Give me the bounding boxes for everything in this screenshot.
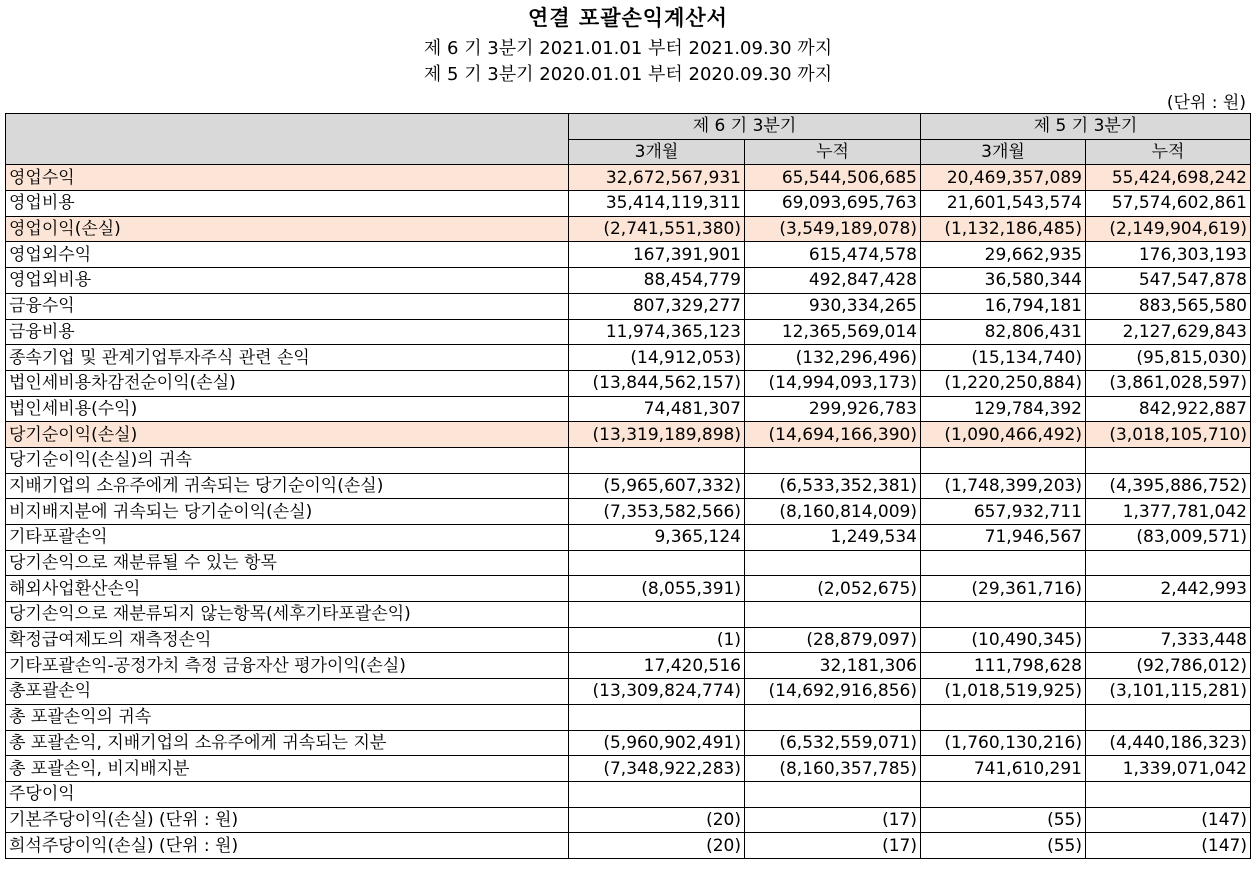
row-value: (3,101,115,281) (1086, 679, 1251, 705)
row-label: 금융수익 (6, 293, 569, 319)
row-value: (13,844,562,157) (569, 370, 745, 396)
row-label: 당기순이익(손실)의 귀속 (6, 447, 569, 473)
table-row (6, 191, 1251, 217)
row-value: 11,974,365,123 (569, 319, 745, 345)
row-label: 비지배지분에 귀속되는 당기순이익(손실) (6, 499, 569, 525)
row-value: (8,160,814,009) (745, 499, 921, 525)
table-row (6, 242, 1251, 268)
row-value: (5,960,902,491) (569, 730, 745, 756)
row-value (569, 704, 745, 730)
row-label: 당기손익으로 재분류될 수 있는 항목 (6, 550, 569, 576)
row-value: (55) (921, 833, 1086, 859)
row-value: (8,055,391) (569, 576, 745, 602)
row-value: 615,474,578 (745, 242, 921, 268)
row-value (745, 781, 921, 807)
row-value: (28,879,097) (745, 627, 921, 653)
table-row (6, 756, 1251, 782)
row-value: (14,912,053) (569, 345, 745, 371)
row-value: 129,784,392 (921, 396, 1086, 422)
row-value (921, 447, 1086, 473)
row-label: 영업비용 (6, 191, 569, 217)
row-label: 기본주당이익(손실) (단위 : 원) (6, 807, 569, 833)
header-col-prior-3m: 3개월 (921, 139, 1086, 165)
row-label: 기타포괄손익 (6, 525, 569, 551)
table-row (6, 833, 1251, 859)
row-value: 65,544,506,685 (745, 165, 921, 191)
row-value: 32,181,306 (745, 653, 921, 679)
row-label: 주당이익 (6, 781, 569, 807)
row-value: (14,694,166,390) (745, 422, 921, 448)
row-value (569, 602, 745, 628)
period-prior: 제 5 기 3분기 2020.01.01 부터 2020.09.30 까지 (423, 64, 833, 85)
row-value (1086, 447, 1251, 473)
table-row (6, 704, 1251, 730)
row-value: (15,134,740) (921, 345, 1086, 371)
row-value: (83,009,571) (1086, 525, 1251, 551)
row-value: (10,490,345) (921, 627, 1086, 653)
row-label: 종속기업 및 관계기업투자주식 관련 손익 (6, 345, 569, 371)
row-value: 35,414,119,311 (569, 191, 745, 217)
row-value: (8,160,357,785) (745, 756, 921, 782)
header-col-current-cumulative: 누적 (745, 139, 921, 165)
header-col-prior-cumulative: 누적 (1086, 139, 1251, 165)
row-value: (1) (569, 627, 745, 653)
row-value: (92,786,012) (1086, 653, 1251, 679)
row-value (921, 550, 1086, 576)
row-value (745, 447, 921, 473)
row-value: 111,798,628 (921, 653, 1086, 679)
table-row (6, 781, 1251, 807)
row-value: (17) (745, 807, 921, 833)
row-label: 희석주당이익(손실) (단위 : 원) (6, 833, 569, 859)
row-label: 당기손익으로 재분류되지 않는항목(세후기타포괄손익) (6, 602, 569, 628)
row-value: 2,127,629,843 (1086, 319, 1251, 345)
unit-label: (단위 : 원) (1166, 93, 1246, 113)
row-value (1086, 550, 1251, 576)
row-value (569, 550, 745, 576)
row-label: 기타포괄손익-공정가치 측정 금융자산 평가이익(손실) (6, 653, 569, 679)
row-value: 1,339,071,042 (1086, 756, 1251, 782)
row-value: (132,296,496) (745, 345, 921, 371)
row-value: 32,672,567,931 (569, 165, 745, 191)
row-value: 21,601,543,574 (921, 191, 1086, 217)
row-value: 930,334,265 (745, 293, 921, 319)
row-value: (1,760,130,216) (921, 730, 1086, 756)
row-label: 영업외수익 (6, 242, 569, 268)
row-value: (17) (745, 833, 921, 859)
header-group-prior: 제 5 기 3분기 (921, 114, 1251, 140)
row-value (745, 550, 921, 576)
statement-title: 연결 포괄손익계산서 (528, 6, 728, 30)
table-row (6, 396, 1251, 422)
row-value: (1,090,466,492) (921, 422, 1086, 448)
header-col-current-3m: 3개월 (569, 139, 745, 165)
row-value: (7,353,582,566) (569, 499, 745, 525)
table-row (6, 653, 1251, 679)
table-row (6, 499, 1251, 525)
row-label: 법인세비용차감전순이익(손실) (6, 370, 569, 396)
row-value: (29,361,716) (921, 576, 1086, 602)
row-value: (3,861,028,597) (1086, 370, 1251, 396)
row-value: 807,329,277 (569, 293, 745, 319)
row-value: 657,932,711 (921, 499, 1086, 525)
income-statement-table (5, 113, 1251, 859)
row-label: 총 포괄손익, 지배기업의 소유주에게 귀속되는 지분 (6, 730, 569, 756)
row-value (1086, 602, 1251, 628)
table-row (6, 319, 1251, 345)
table-row (6, 525, 1251, 551)
period-current: 제 6 기 3분기 2021.01.01 부터 2021.09.30 까지 (423, 38, 833, 59)
row-value: 88,454,779 (569, 268, 745, 294)
row-value: 842,922,887 (1086, 396, 1251, 422)
row-value: 167,391,901 (569, 242, 745, 268)
row-value (745, 704, 921, 730)
row-value (921, 602, 1086, 628)
row-value: (20) (569, 833, 745, 859)
row-value: (5,965,607,332) (569, 473, 745, 499)
table-row (6, 550, 1251, 576)
row-value: 492,847,428 (745, 268, 921, 294)
header-corner (6, 114, 569, 165)
row-label: 총포괄손익 (6, 679, 569, 705)
row-value: (1,018,519,925) (921, 679, 1086, 705)
row-label: 총 포괄손익의 귀속 (6, 704, 569, 730)
row-value: (3,018,105,710) (1086, 422, 1251, 448)
row-value: (1,220,250,884) (921, 370, 1086, 396)
row-value: 82,806,431 (921, 319, 1086, 345)
table-row (6, 627, 1251, 653)
table-row (6, 602, 1251, 628)
row-value: 29,662,935 (921, 242, 1086, 268)
row-value: 57,574,602,861 (1086, 191, 1251, 217)
row-value: 12,365,569,014 (745, 319, 921, 345)
table-row (6, 807, 1251, 833)
row-label: 지배기업의 소유주에게 귀속되는 당기순이익(손실) (6, 473, 569, 499)
row-value: 71,946,567 (921, 525, 1086, 551)
table-row (6, 447, 1251, 473)
row-value: (1,748,399,203) (921, 473, 1086, 499)
row-value: 176,303,193 (1086, 242, 1251, 268)
table-row (6, 293, 1251, 319)
row-value: 20,469,357,089 (921, 165, 1086, 191)
row-label: 총 포괄손익, 비지배지분 (6, 756, 569, 782)
row-value: 883,565,580 (1086, 293, 1251, 319)
row-value: 1,249,534 (745, 525, 921, 551)
row-value: (13,309,824,774) (569, 679, 745, 705)
table-row (6, 422, 1251, 448)
table-row (6, 730, 1251, 756)
row-value: (3,549,189,078) (745, 216, 921, 242)
table-row (6, 576, 1251, 602)
row-value: 16,794,181 (921, 293, 1086, 319)
row-value: (14,994,093,173) (745, 370, 921, 396)
table-row (6, 679, 1251, 705)
row-value: 299,926,783 (745, 396, 921, 422)
row-value: (2,149,904,619) (1086, 216, 1251, 242)
row-value: (14,692,916,856) (745, 679, 921, 705)
row-value: 74,481,307 (569, 396, 745, 422)
row-label: 해외사업환산손익 (6, 576, 569, 602)
row-label: 영업수익 (6, 165, 569, 191)
row-label: 법인세비용(수익) (6, 396, 569, 422)
table-row (6, 216, 1251, 242)
row-value (569, 447, 745, 473)
row-value (1086, 781, 1251, 807)
row-value: (7,348,922,283) (569, 756, 745, 782)
row-value: (147) (1086, 807, 1251, 833)
row-value (921, 704, 1086, 730)
table-row (6, 370, 1251, 396)
row-value: (20) (569, 807, 745, 833)
table-row (6, 268, 1251, 294)
row-value: 9,365,124 (569, 525, 745, 551)
row-value: 17,420,516 (569, 653, 745, 679)
row-value: (55) (921, 807, 1086, 833)
row-label: 확정급여제도의 재측정손익 (6, 627, 569, 653)
row-value: (4,440,186,323) (1086, 730, 1251, 756)
row-label: 당기순이익(손실) (6, 422, 569, 448)
row-value: (6,532,559,071) (745, 730, 921, 756)
row-value: 1,377,781,042 (1086, 499, 1251, 525)
row-value: (6,533,352,381) (745, 473, 921, 499)
row-label: 영업이익(손실) (6, 216, 569, 242)
row-value (569, 781, 745, 807)
row-value: 2,442,993 (1086, 576, 1251, 602)
row-value: (147) (1086, 833, 1251, 859)
table-row (6, 345, 1251, 371)
row-value: 741,610,291 (921, 756, 1086, 782)
row-value: (2,052,675) (745, 576, 921, 602)
table-row (6, 165, 1251, 191)
row-value: 36,580,344 (921, 268, 1086, 294)
row-value: (4,395,886,752) (1086, 473, 1251, 499)
row-value: (13,319,189,898) (569, 422, 745, 448)
table-body (6, 165, 1251, 859)
row-label: 금융비용 (6, 319, 569, 345)
row-value: 547,547,878 (1086, 268, 1251, 294)
row-value (1086, 704, 1251, 730)
row-value: 7,333,448 (1086, 627, 1251, 653)
row-value: (95,815,030) (1086, 345, 1251, 371)
row-value: 69,093,695,763 (745, 191, 921, 217)
row-value: 55,424,698,242 (1086, 165, 1251, 191)
row-value: (1,132,186,485) (921, 216, 1086, 242)
table-row (6, 473, 1251, 499)
row-value (745, 602, 921, 628)
row-label: 영업외비용 (6, 268, 569, 294)
row-value (921, 781, 1086, 807)
header-group-current: 제 6 기 3분기 (569, 114, 921, 140)
row-value: (2,741,551,380) (569, 216, 745, 242)
